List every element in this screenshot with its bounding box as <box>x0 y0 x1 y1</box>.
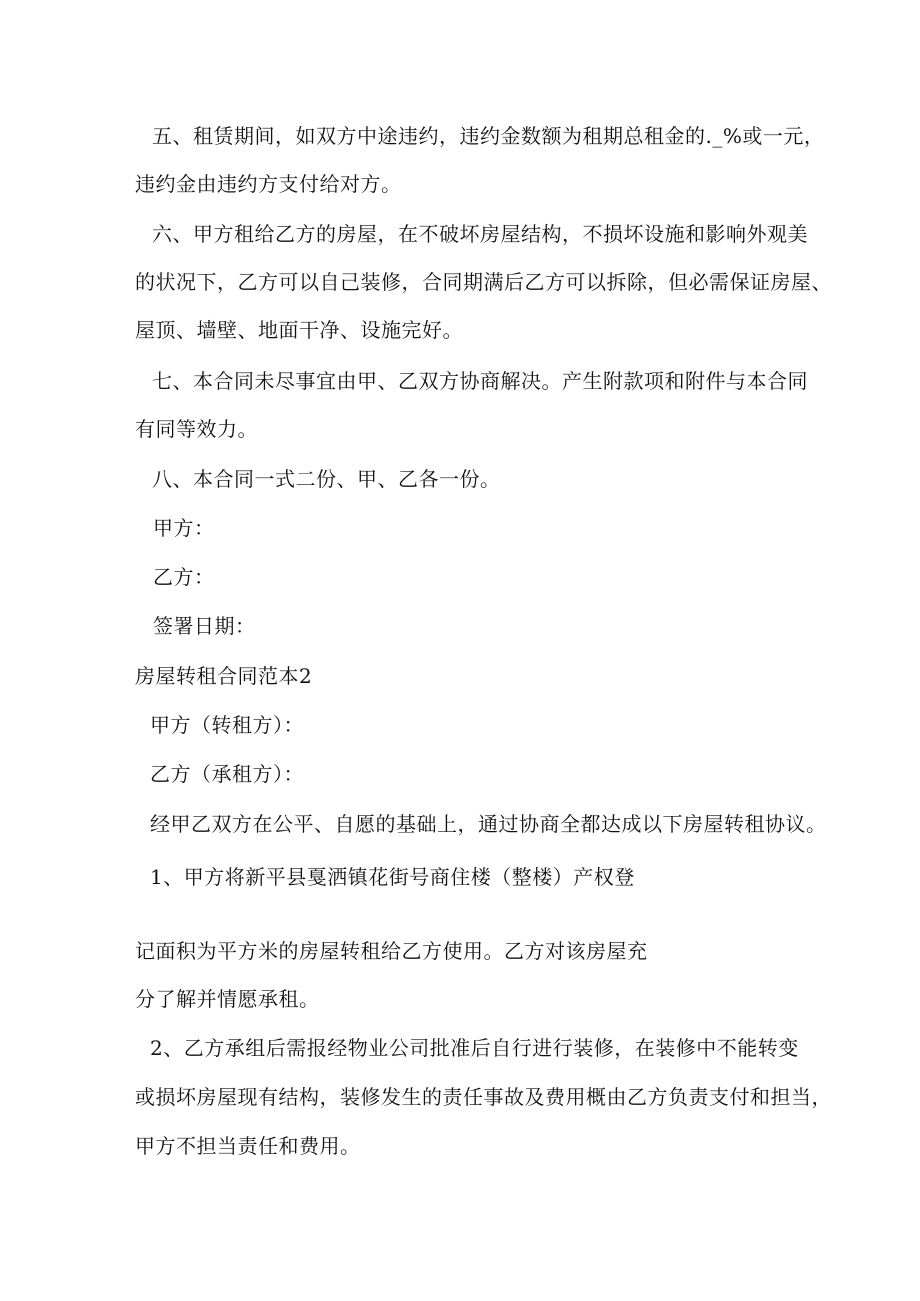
item-2-line-2: 或损坏房屋现有结构，装修发生的责任事故及费用概由乙方负责支付和担当， <box>135 1085 832 1109</box>
clause-6-line-2: 的状况下，乙方可以自己装修，合同期满后乙方可以拆除，但必需保证房屋、 <box>135 270 832 294</box>
clause-5-line-2: 违约金由违约方支付给对方。 <box>135 172 402 196</box>
item-2-line-1: 2、乙方承组后需报经物业公司批准后自行进行装修，在装修中不能转变 <box>150 1036 799 1060</box>
item-1-line-2: 记面积为平方米的房屋转租给乙方使用。乙方对该房屋充 <box>135 939 648 963</box>
signing-date-label: 签署日期： <box>153 614 256 638</box>
party-a-sublessor-label: 甲方（转租方）： <box>150 713 304 737</box>
clause-7-line-2: 有同等效力。 <box>135 417 258 441</box>
item-2-line-3: 甲方不担当责任和费用。 <box>135 1134 361 1158</box>
clause-8-line-1: 八、本合同一式二份、甲、乙各一份。 <box>152 467 501 491</box>
clause-6-line-1: 六、甲方租给乙方的房屋，在不破坏房屋结构，不损坏设施和影响外观美 <box>152 222 808 246</box>
party-a-signature-label: 甲方： <box>153 516 215 540</box>
clause-5-line-1: 五、租赁期间，如双方中途违约，违约金数额为租期总租金的._%或一元， <box>152 124 825 148</box>
item-1-line-3: 分了解并情愿承租。 <box>135 987 320 1011</box>
party-b-signature-label: 乙方： <box>153 565 215 589</box>
clause-6-line-3: 屋顶、墙壁、地面干净、设施完好。 <box>135 318 463 342</box>
item-1-line-1: 1、甲方将新平县戛洒镇花街号商住楼（整楼）产权登 <box>150 865 635 889</box>
contract-template-2-title: 房屋转租合同范本2 <box>135 664 313 688</box>
clause-7-line-1: 七、本合同未尽事宜由甲、乙双方协商解决。产生附款项和附件与本合同 <box>152 369 808 393</box>
party-b-lessee-label: 乙方（承租方）： <box>150 762 304 786</box>
agreement-intro: 经甲乙双方在公平、自愿的基础上，通过协商全都达成以下房屋转租协议。 <box>150 812 827 836</box>
